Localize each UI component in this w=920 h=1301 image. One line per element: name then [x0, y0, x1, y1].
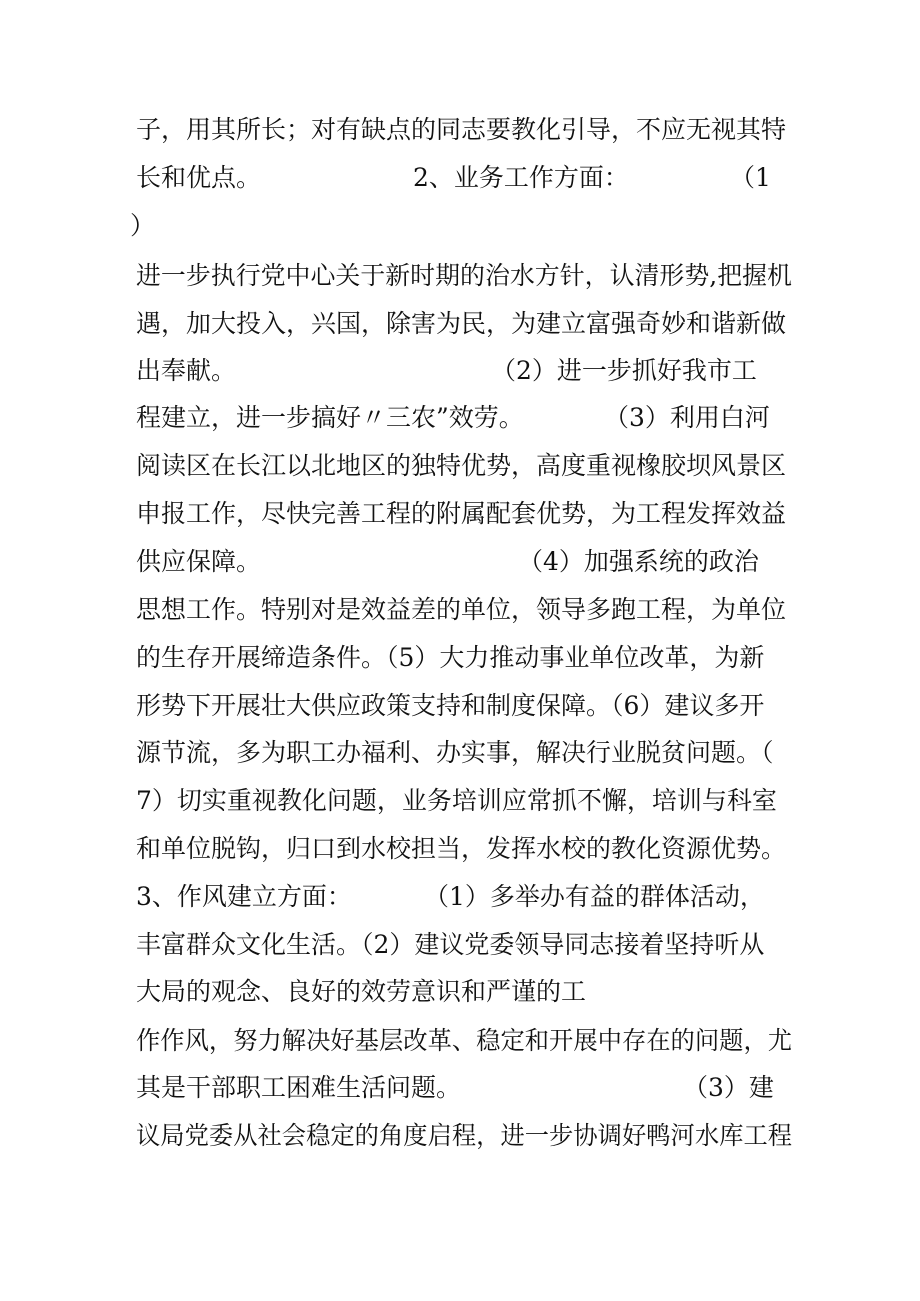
- text-segment: 丰富群众文化生活。（2）建议党委领导同志接着坚持听从: [136, 930, 765, 959]
- text-segment: 申报工作，尽快完善工程的附属配套优势，为工程发挥效益: [136, 499, 787, 528]
- text-segment: 议局党委从社会稳定的角度启程，进一步协调好鸭河水库工程: [136, 1121, 793, 1150]
- text-segment: 阅读区在长江以北地区的独特优势，高度重视橡胶坝风景区: [136, 451, 787, 480]
- text-line: [0, 349, 920, 393]
- text-segment: （3）利用白河: [604, 403, 770, 432]
- text-line: [0, 108, 920, 152]
- text-line: [0, 588, 920, 632]
- text-line: [0, 923, 920, 967]
- text-line: [0, 1114, 920, 1158]
- text-line: [0, 540, 920, 584]
- text-segment: 作作风，努力解决好基层改革、稳定和开展中存在的问题，尤: [136, 1026, 793, 1055]
- text-line: [0, 1019, 920, 1063]
- text-segment: 进一步执行党中心关于新时期的治水方针，认清形势,把握机: [136, 261, 792, 290]
- text-segment: 子，用其所长；对有缺点的同志要教化引导，不应无视其特: [136, 115, 787, 144]
- text-line: [0, 254, 920, 298]
- text-segment: 思想工作。特别对是效益差的单位，领导多跑工程，为单位: [136, 595, 787, 624]
- text-line: [0, 827, 920, 871]
- text-segment: （3）建: [683, 1073, 774, 1102]
- text-segment: （1）多举办有益的群体活动，: [424, 882, 765, 911]
- text-line: [0, 444, 920, 488]
- text-segment: 程建立，进一步搞好〃三农”效劳。: [136, 403, 524, 432]
- text-segment: 长和优点。: [136, 163, 262, 192]
- section-heading: 3、作风建立方面：: [136, 882, 352, 911]
- text-line: [0, 396, 920, 440]
- text-segment: 和单位脱钩，归口到水校担当，发挥水校的教化资源优势。: [136, 834, 787, 863]
- text-line: [0, 779, 920, 823]
- text-segment: 形势下开展壮大供应政策支持和制度保障。（6）建议多开: [136, 691, 765, 720]
- text-segment: 大局的观念、良好的效劳意识和严谨的工: [136, 977, 587, 1006]
- text-segment: 7）切实重视教化问题，业务培训应常抓不懈，培训与科室: [136, 786, 777, 815]
- text-line: [0, 970, 920, 1014]
- text-line: [0, 875, 920, 919]
- text-segment: （4）加强系统的政治: [518, 547, 759, 576]
- text-segment: 其是干部职工困难生活问题。: [136, 1073, 462, 1102]
- text-line: [0, 204, 920, 248]
- text-segment: （2）进一步抓好我市工: [491, 356, 757, 385]
- text-line: [0, 731, 920, 775]
- text-segment: 源节流，多为职工办福利、办实事，解决行业脱贫问题。（: [136, 738, 774, 767]
- text-line: [0, 1066, 920, 1110]
- item-marker: ）: [130, 211, 156, 240]
- item-marker: （1: [730, 163, 771, 192]
- text-line: [0, 302, 920, 346]
- text-line: [0, 492, 920, 536]
- text-line: [0, 636, 920, 680]
- text-segment: 遇，加大投入，兴国，除害为民，为建立富强奇妙和谐新做: [136, 309, 787, 338]
- text-segment: 供应保障。: [136, 547, 262, 576]
- text-segment: 出奉献。: [136, 356, 237, 385]
- text-segment: 的生存开展缔造条件。（5）大力推动事业单位改革，为新: [136, 643, 765, 672]
- text-line: [0, 684, 920, 728]
- section-heading: 2、业务工作方面：: [413, 163, 629, 192]
- text-line: [0, 156, 920, 200]
